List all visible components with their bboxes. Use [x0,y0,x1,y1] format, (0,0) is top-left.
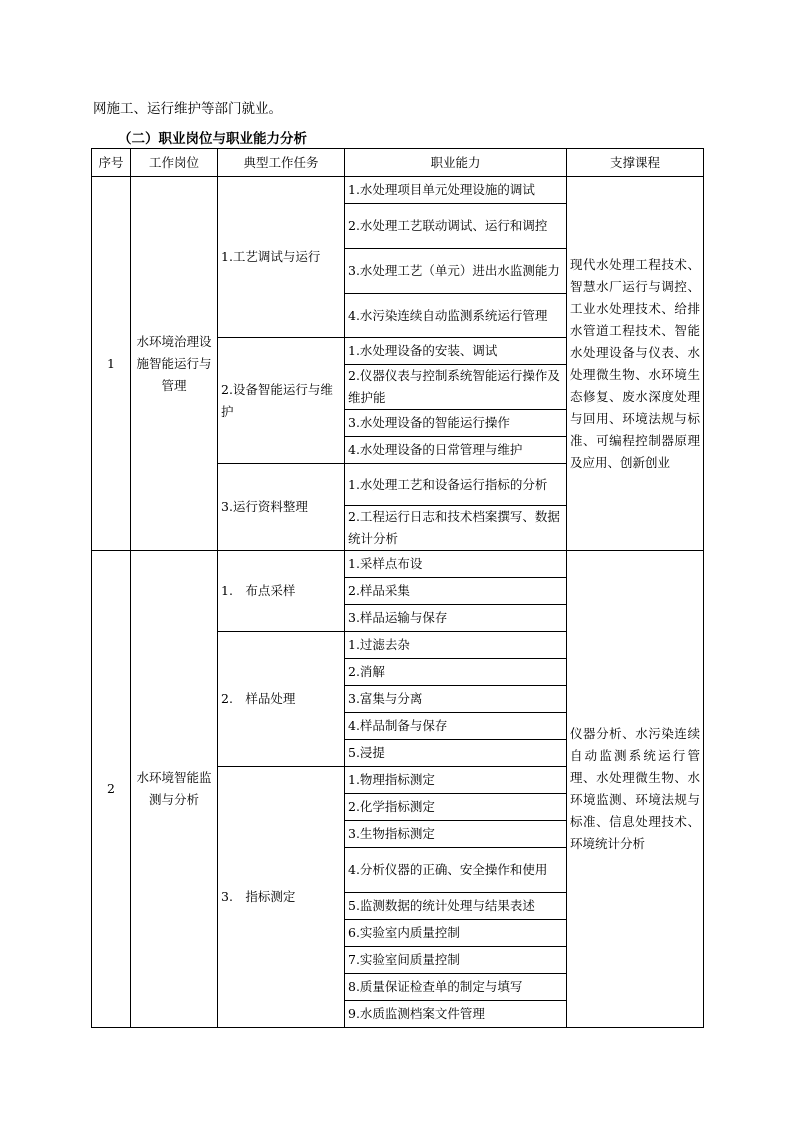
ability: 1.过滤去杂 [345,632,567,659]
header-ability: 职业能力 [345,149,567,177]
ability: 8.质量保证检查单的制定与填写 [345,974,567,1001]
ability: 5.浸提 [345,740,567,767]
job-position: 水环境治理设施智能运行与管理 [131,177,218,551]
ability: 1.水处理工艺和设备运行指标的分析 [345,464,567,506]
ability: 3.样品运输与保存 [345,605,567,632]
header-no: 序号 [92,149,131,177]
work-task: 1.工艺调试与运行 [218,177,345,338]
ability: 1.水处理项目单元处理设施的调试 [345,177,567,204]
row-number: 2 [92,551,131,1028]
ability: 2.化学指标测定 [345,794,567,821]
ability: 4.水处理设备的日常管理与维护 [345,437,567,464]
ability: 1.水处理设备的安装、调试 [345,338,567,365]
work-task: 3.运行资料整理 [218,464,345,551]
ability: 2.样品采集 [345,578,567,605]
ability: 6.实验室内质量控制 [345,920,567,947]
ability: 2.仪器仪表与控制系统智能运行操作及维护能 [345,365,567,410]
job-ability-table [91,148,704,1028]
work-task: 3. 指标测定 [218,767,345,1028]
support-courses: 仪器分析、水污染连续自动监测系统运行管理、水处理微生物、水环境监测、环境法规与标准、信息处理技术、环境统计分析 [567,551,704,1028]
ability: 7.实验室间质量控制 [345,947,567,974]
table-row [92,551,704,578]
ability: 2.消解 [345,659,567,686]
work-task: 2. 样品处理 [218,632,345,767]
ability: 4.分析仪器的正确、安全操作和使用 [345,848,567,893]
work-task: 2.设备智能运行与维护 [218,338,345,464]
intro-paragraph: 网施工、运行维护等部门就业。 [93,101,282,117]
ability: 3.水处理设备的智能运行操作 [345,410,567,437]
ability: 2.水处理工艺联动调试、运行和调控 [345,204,567,249]
row-number: 1 [92,177,131,551]
table-row [92,177,704,204]
ability: 1.物理指标测定 [345,767,567,794]
job-position: 水环境智能监测与分析 [131,551,218,1028]
ability: 4.水污染连续自动监测系统运行管理 [345,294,567,338]
ability: 1.采样点布设 [345,551,567,578]
header-task: 典型工作任务 [218,149,345,177]
ability: 3.水处理工艺（单元）进出水监测能力 [345,249,567,294]
ability: 5.监测数据的统计处理与结果表述 [345,893,567,920]
ability: 3.生物指标测定 [345,821,567,848]
support-courses: 现代水处理工程技术、智慧水厂运行与调控、工业水处理技术、给排水管道工程技术、智能水处理设备与仪表、水处理微生物、水环境生态修复、废水深度处理与回用、环境法规与标准、可编程控制器原理及应用、创新创业 [567,177,704,551]
ability: 3.富集与分离 [345,686,567,713]
header-position: 工作岗位 [131,149,218,177]
header-course: 支撑课程 [567,149,704,177]
ability: 9.水质监测档案文件管理 [345,1001,567,1028]
section-heading: （二）职业岗位与职业能力分析 [118,131,307,147]
ability: 2.工程运行日志和技术档案撰写、数据统计分析 [345,506,567,551]
ability: 4.样品制备与保存 [345,713,567,740]
table-header-row [92,149,704,177]
work-task: 1. 布点采样 [218,551,345,632]
